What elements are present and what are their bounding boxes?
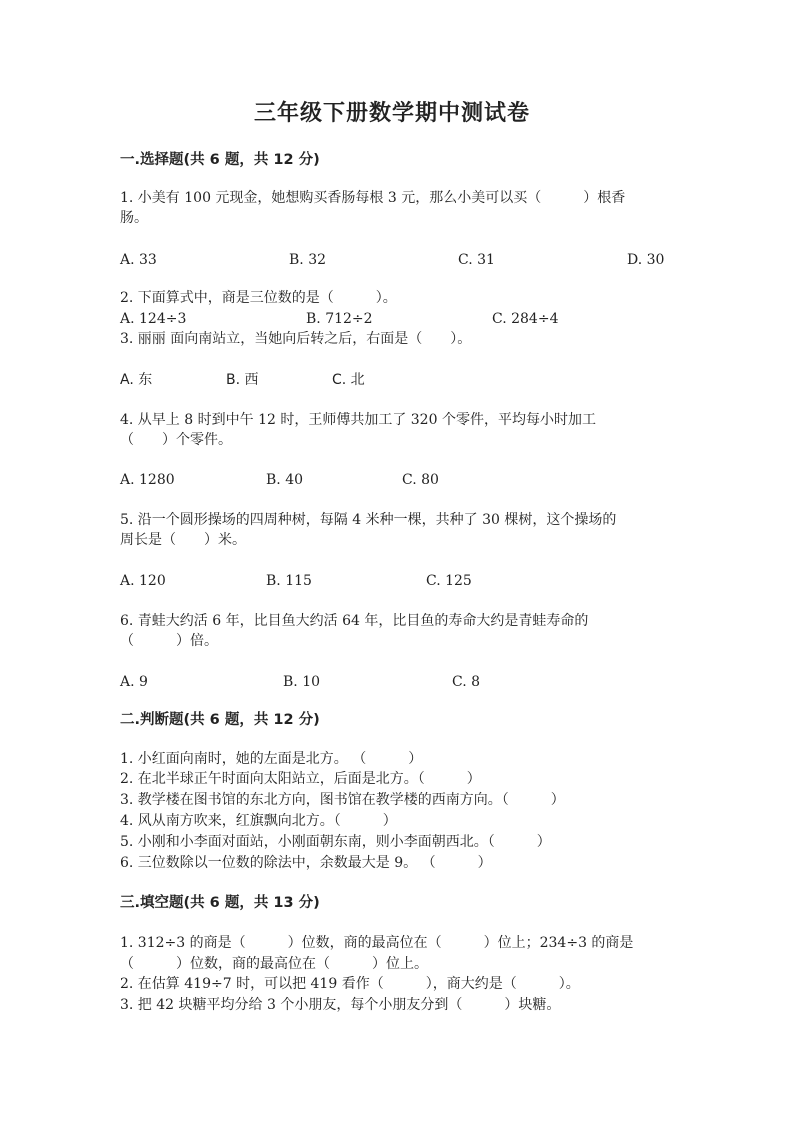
section-heading-judgement: 二.判断题(共 6 题，共 12 分) [120, 712, 320, 728]
question-5-option-b: B. 115 [266, 573, 312, 589]
question-3-option-b: B. 西 [226, 372, 259, 388]
question-1-option-c: C. 31 [458, 252, 495, 268]
question-4-option-c: C. 80 [402, 472, 439, 488]
judgement-item-6: 6. 三位数除以一位数的除法中，余数最大是 9。 （ ） [120, 855, 492, 871]
fill-item-3: 3. 把 42 块糖平均分给 3 个小朋友，每个小朋友分到（ ）块糖。 [120, 997, 561, 1013]
judgement-item-1: 1. 小红面向南时，她的左面是北方。 （ ） [120, 751, 423, 767]
question-3-option-a: A. 东 [120, 372, 153, 388]
judgement-item-4: 4. 风从南方吹来，红旗飘向北方。（ ） [120, 813, 397, 829]
question-5-option-a: A. 120 [120, 573, 166, 589]
question-1-option-a: A. 33 [120, 252, 157, 268]
question-1-line-2: 肠。 [120, 210, 148, 226]
question-2-option-b: B. 712÷2 [306, 311, 373, 327]
question-2-option-c: C. 284÷4 [492, 311, 559, 327]
page-title: 三年级下册数学期中测试卷 [254, 100, 531, 126]
question-2-option-a: A. 124÷3 [120, 311, 187, 327]
question-3-line-1: 3. 丽丽 面向南站立，当她向后转之后，右面是（ ）。 [120, 331, 472, 347]
question-6-option-b: B. 10 [283, 674, 321, 690]
question-4-line-1: 4. 从早上 8 时到中午 12 时，王师傅共加工了 320 个零件，平均每小时加工 [120, 412, 596, 428]
judgement-item-3: 3. 教学楼在图书馆的东北方向，图书馆在教学楼的西南方向。（ ） [120, 792, 565, 808]
question-5-line-1: 5. 沿一个圆形操场的四周种树，每隔 4 米种一棵，共种了 30 棵树，这个操场的 [120, 512, 617, 528]
fill-item-1-line-2: （ ）位数，商的最高位在（ ）位上。 [120, 956, 428, 972]
question-4-option-b: B. 40 [266, 472, 304, 488]
question-3-option-c: C. 北 [332, 372, 365, 388]
question-5-option-c: C. 125 [426, 573, 472, 589]
question-6-line-2: （ ）倍。 [120, 633, 218, 649]
question-2-line-1: 2. 下面算式中，商是三位数的是（ ）。 [120, 290, 397, 306]
section-heading-fill-blank: 三.填空题(共 6 题，共 13 分) [120, 895, 320, 911]
question-4-line-2: （ ）个零件。 [120, 432, 232, 448]
question-6-option-a: A. 9 [120, 674, 148, 690]
question-1-option-d: D. 30 [627, 252, 665, 268]
question-5-line-2: 周长是（ ）米。 [120, 532, 246, 548]
question-6-line-1: 6. 青蛙大约活 6 年，比目鱼大约活 64 年，比目鱼的寿命大约是青蛙寿命的 [120, 613, 589, 629]
question-4-option-a: A. 1280 [120, 472, 175, 488]
question-1-line-1: 1. 小美有 100 元现金，她想购买香肠每根 3 元，那么小美可以买（ ）根香 [120, 190, 626, 206]
judgement-item-5: 5. 小刚和小李面对面站，小刚面朝东南，则小李面朝西北。（ ） [120, 834, 551, 850]
question-6-option-c: C. 8 [452, 674, 481, 690]
question-1-option-b: B. 32 [289, 252, 327, 268]
fill-item-1-line-1: 1. 312÷3 的商是（ ）位数，商的最高位在（ ）位上；234÷3 的商是 [120, 935, 634, 951]
fill-item-2: 2. 在估算 419÷7 时，可以把 419 看作（ ），商大约是（ ）。 [120, 976, 580, 992]
section-heading-choice: 一.选择题(共 6 题，共 12 分) [120, 152, 320, 168]
judgement-item-2: 2. 在北半球正午时面向太阳站立，后面是北方。（ ） [120, 771, 481, 787]
